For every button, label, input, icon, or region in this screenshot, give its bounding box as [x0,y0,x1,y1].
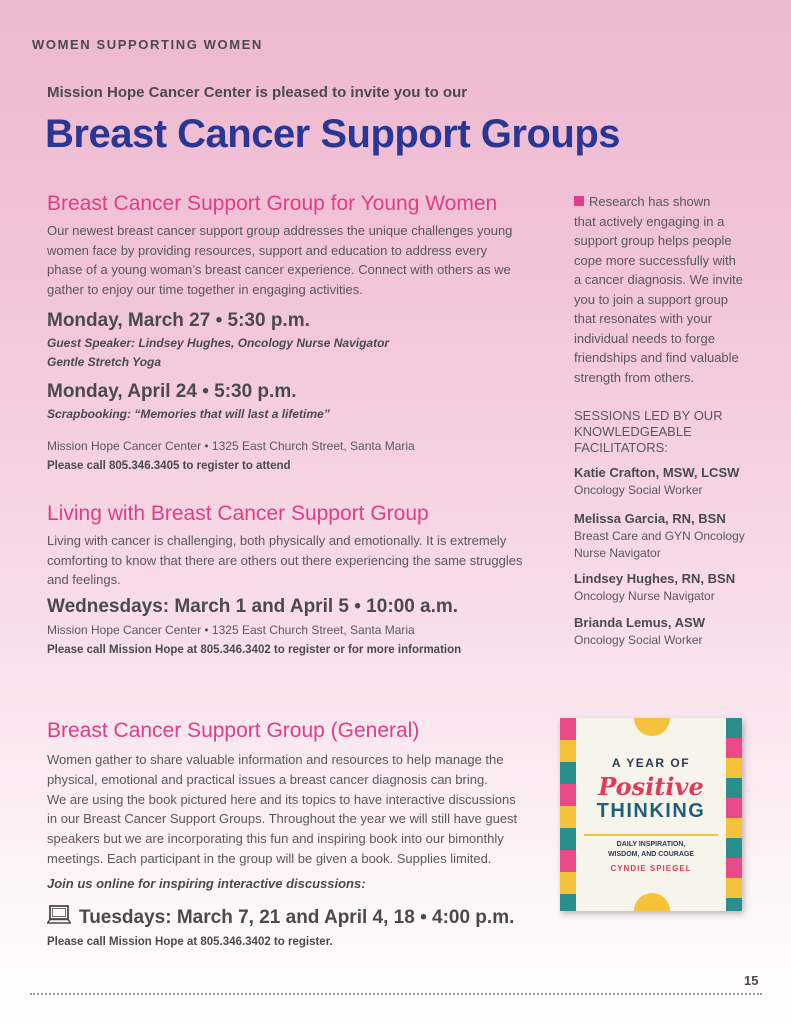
page-title: Breast Cancer Support Groups [45,112,621,156]
book-title-line3: THINKING [596,800,706,822]
book-title-line1: A YEAR OF [611,756,691,770]
general-group-title: Breast Cancer Support Group (General) [47,719,420,742]
young-women-location: Mission Hope Cancer Center • 1325 East Church Street, Santa Maria [47,439,415,453]
pink-square-bullet-icon [574,196,584,206]
online-note: Join us online for inspiring interactive discussions: [47,876,366,891]
living-location: Mission Hope Cancer Center • 1325 East Church Street, Santa Maria [47,623,415,637]
session-date-april-24: Monday, April 24 • 5:30 p.m. [47,381,297,402]
living-description: Living with cancer is challenging, both physically and emotionally. It is extremely comforting to know that there are others out there experiencing the same struggles and feelings. [47,533,523,588]
sun-icon [634,718,670,736]
facilitator-melissa: Melissa Garcia, RN, BSN Breast Care and GYN Oncology Nurse Navigator [574,511,745,560]
living-session-date: Wednesdays: March 1 and April 5 • 10:00 a.m. [47,596,459,617]
book-author: CYNDIE SPIEGEL [610,864,692,873]
young-women-group-title: Breast Cancer Support Group for Young Women [47,192,498,215]
section-label: WOMEN SUPPORTING WOMEN [32,37,263,52]
living-group-title: Living with Breast Cancer Support Group [47,502,429,525]
facilitator-lindsey: Lindsey Hughes, RN, BSN Oncology Nurse Navigator [574,571,736,603]
facilitators-heading: SESSIONS LED BY OUR KNOWLEDGEABLE FACILITATORS: [574,408,723,455]
sun-icon [634,893,670,911]
facilitator-katie: Katie Crafton, MSW, LCSW Oncology Social Worker [574,465,740,497]
young-women-call-info: Please call 805.346.3405 to register to attend [47,460,291,472]
book-title-line2: Positive [598,772,704,801]
general-session-line [47,905,514,931]
page-number: 15 [744,973,759,988]
general-session-date: Tuesdays: March 7, 21 and April 4, 18 • 4:00 p.m. [79,907,515,928]
living-call-info: Please call Mission Hope at 805.346.3402 to register or for more information [47,644,462,656]
facilitator-brianda: Brianda Lemus, ASW Oncology Social Worker [574,615,705,647]
research-sidebar: Research has shown that actively engaging in a support group helps people cope more successfully with a cancer diagnosis. We invite you to join a support group that resonates with your individual needs to forge friendships and find valuable strength from others. [574,194,743,385]
session-date-march-27: Monday, March 27 • 5:30 p.m. [47,310,310,331]
general-call-info: Please call Mission Hope at 805.346.3402 to register. [47,936,333,948]
session-details-april-24: Scrapbooking: “Memories that will last a lifetime” [47,407,330,421]
general-description: Women gather to share valuable information and resources to help manage the physical, emotional and practical issues a breast cancer diagnosis can bring. We are using the book pictured here and its topics to have interactive discussions in our Breast Cancer Support Groups. Throughout the year we will still have guest speakers but we are incorporating this fun and inspiring book into our bimonthly meetings. Each participant in the group will be given a book. Supplies limited. [47,752,518,866]
laptop-icon [47,905,71,931]
session-details-march-27: Guest Speaker: Lindsey Hughes, Oncology Nurse Navigator Gentle Stretch Yoga [47,336,390,369]
footer-dotted-divider [30,993,762,995]
book-cover-image [560,718,742,911]
intro-text: Mission Hope Cancer Center is pleased to invite you to our [47,84,468,101]
young-women-description: Our newest breast cancer support group addresses the unique challenges young women face by providing resources, support and education to address every phase of a young woman’s breast cancer experience. Connect with others as we gather to enjoy our time together in engaging activities. [47,223,513,297]
book-subtitle: DAILY INSPIRATION, WISDOM, AND COURAGE [584,834,718,860]
